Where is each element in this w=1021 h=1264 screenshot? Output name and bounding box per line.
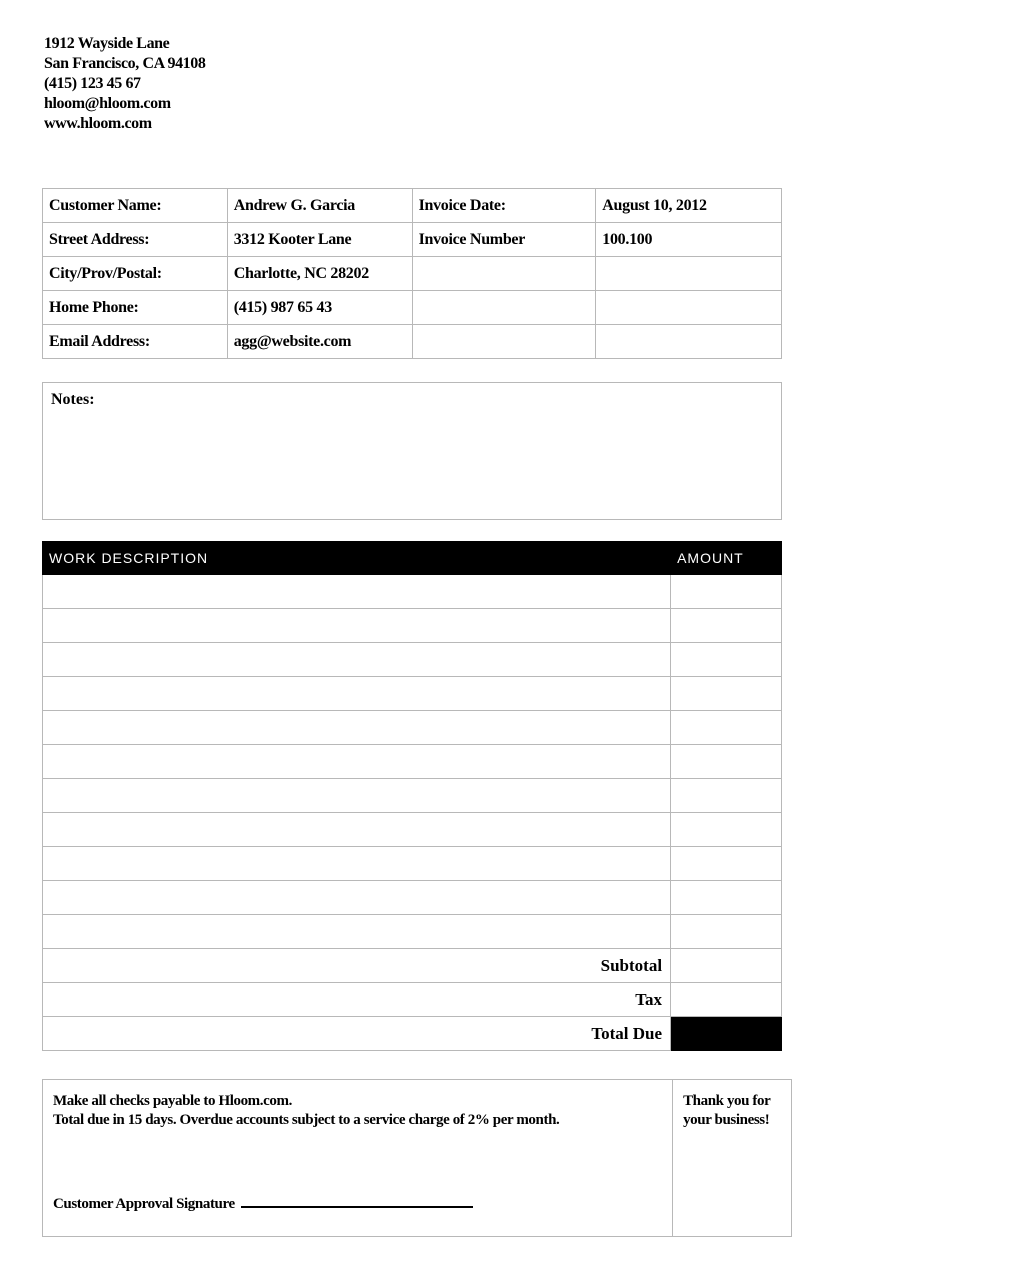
table-row (43, 609, 782, 643)
description-cell (43, 745, 671, 779)
total-due-amount (671, 1017, 782, 1051)
description-cell (43, 609, 671, 643)
table-row (43, 575, 782, 609)
work-header-row (43, 542, 782, 575)
sender-address: 1912 Wayside Lane (44, 35, 170, 52)
work-table (42, 541, 782, 1051)
description-cell (43, 643, 671, 677)
table-row (43, 915, 782, 949)
table-row (43, 847, 782, 881)
notes-label: Notes: (51, 391, 95, 408)
amount-header: AMOUNT (671, 542, 782, 575)
home-phone-label: Home Phone: (43, 291, 228, 325)
notes-box (42, 382, 782, 520)
table-row (43, 711, 782, 745)
description-cell (43, 813, 671, 847)
signature-field[interactable] (241, 1192, 473, 1208)
sender-website: www.hloom.com (44, 115, 152, 132)
thank-you-cell (673, 1080, 792, 1237)
description-cell (43, 915, 671, 949)
sender-email: hloom@hloom.com (44, 95, 171, 112)
description-cell (43, 881, 671, 915)
table-row (43, 881, 782, 915)
description-cell (43, 575, 671, 609)
amount-cell (671, 915, 782, 949)
tax-label: Tax (43, 983, 671, 1017)
sender-phone: (415) 123 45 67 (44, 75, 141, 92)
amount-cell (671, 677, 782, 711)
subtotal-label: Subtotal (43, 949, 671, 983)
empty-cell (596, 257, 782, 291)
email-address-value: agg@website.com (227, 325, 412, 359)
amount-cell (671, 779, 782, 813)
signature-label: Customer Approval Signature (53, 1196, 235, 1212)
table-row (43, 643, 782, 677)
table-row (43, 291, 782, 325)
amount-cell (671, 881, 782, 915)
street-address-value: 3312 Kooter Lane (227, 223, 412, 257)
table-row (43, 189, 782, 223)
amount-cell (671, 813, 782, 847)
total-due-label: Total Due (43, 1017, 671, 1051)
thank-you-text: Thank you for your business! (683, 1093, 771, 1128)
customer-name-label: Customer Name: (43, 189, 228, 223)
empty-cell (596, 291, 782, 325)
description-cell (43, 779, 671, 813)
sender-city: San Francisco, CA 94108 (44, 55, 206, 72)
empty-cell (412, 325, 596, 359)
table-row (43, 325, 782, 359)
description-cell (43, 677, 671, 711)
invoice-date-value: August 10, 2012 (596, 189, 782, 223)
email-address-label: Email Address: (43, 325, 228, 359)
city-label: City/Prov/Postal: (43, 257, 228, 291)
signature-line (53, 1192, 473, 1214)
tax-row (43, 983, 782, 1017)
amount-cell (671, 609, 782, 643)
empty-cell (412, 257, 596, 291)
sender-block (44, 34, 205, 134)
total-due-row (43, 1017, 782, 1051)
empty-cell (412, 291, 596, 325)
city-value: Charlotte, NC 28202 (227, 257, 412, 291)
amount-cell (671, 847, 782, 881)
work-description-header: WORK DESCRIPTION (43, 542, 671, 575)
table-row (43, 1080, 792, 1237)
table-row (43, 677, 782, 711)
invoice-number-label: Invoice Number (412, 223, 596, 257)
empty-cell (596, 325, 782, 359)
description-cell (43, 711, 671, 745)
table-row (43, 813, 782, 847)
terms-text: Total due in 15 days. Overdue accounts subject to a service charge of 2% per month. (53, 1112, 560, 1128)
tax-amount (671, 983, 782, 1017)
amount-cell (671, 745, 782, 779)
description-cell (43, 847, 671, 881)
invoice-number-value: 100.100 (596, 223, 782, 257)
customer-name-value: Andrew G. Garcia (227, 189, 412, 223)
street-address-label: Street Address: (43, 223, 228, 257)
subtotal-row (43, 949, 782, 983)
table-row (43, 223, 782, 257)
table-row (43, 257, 782, 291)
payable-text: Make all checks payable to Hloom.com. (53, 1093, 292, 1109)
amount-cell (671, 643, 782, 677)
amount-cell (671, 575, 782, 609)
footer-table (42, 1079, 792, 1237)
invoice-date-label: Invoice Date: (412, 189, 596, 223)
home-phone-value: (415) 987 65 43 (227, 291, 412, 325)
subtotal-amount (671, 949, 782, 983)
amount-cell (671, 711, 782, 745)
payment-terms-cell (43, 1080, 673, 1237)
customer-info-table (42, 188, 782, 359)
table-row (43, 779, 782, 813)
work-body (43, 575, 782, 1051)
table-row (43, 745, 782, 779)
